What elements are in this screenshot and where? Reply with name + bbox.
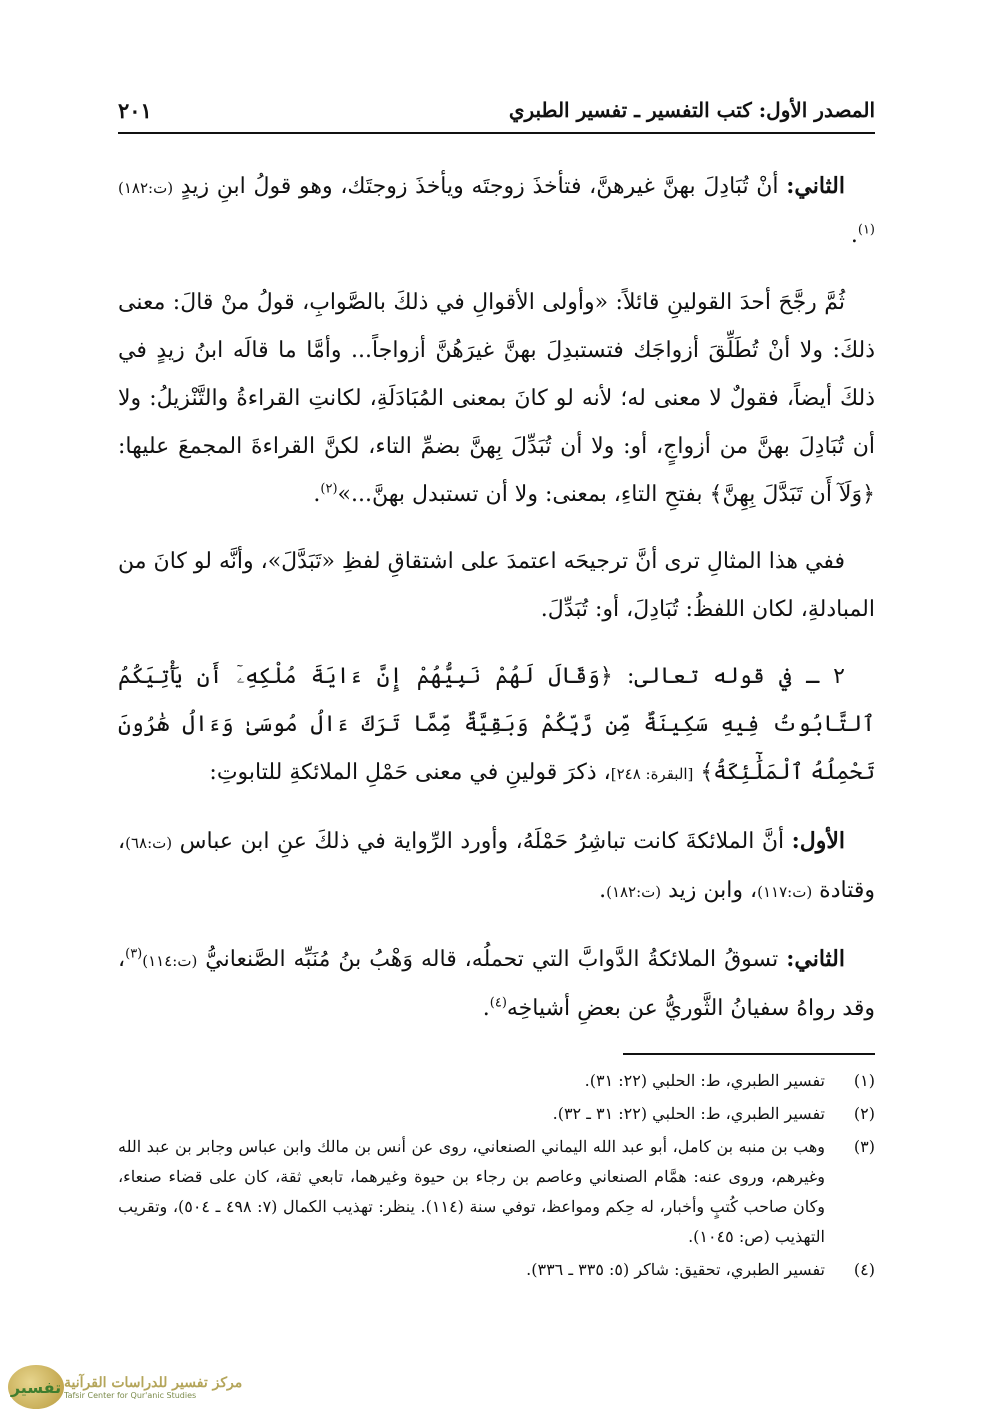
death-date: (ت:١٨٢) xyxy=(118,179,174,197)
footnote-text: تفسير الطبري، ط: الحلبي (٢٢: ٣١). xyxy=(584,1071,825,1090)
paragraph-lead: الثاني: xyxy=(786,946,845,972)
paragraph-text: ، وقتادة xyxy=(118,829,875,903)
death-date: (ت:١٨٢) xyxy=(606,883,662,901)
footnote-ref-1[interactable]: (١) xyxy=(857,222,875,238)
paragraph-lead: الأول: xyxy=(791,828,845,854)
paragraph-second-opinion-2 xyxy=(118,935,875,1033)
paragraph-text: ففي هذا المثالِ ترى أنَّ ترجيحَه اعتمدَ على اشتقاقِ لفظِ «تَبَدَّلَ»، وأنَّه لو كانَ من المبادلةِ، لكان اللفظُ: تُبَادِلَ، أو: تُبَدِّلَ. xyxy=(118,549,875,622)
footnote-ref-3[interactable]: (٣) xyxy=(125,946,143,962)
paragraph-text: ٢ ـ في قوله تعالى: ﴿وَقَالَ لَهُمْ نَبِيُّهُمْ إِنَّ ءَايَةَ مُلْكِهِۦٓ أَن يَأْتِيَكُمُ ٱلتَّابُوتُ فِيهِ سَكِينَةٌ مِّن رَّبِّكُمْ وَبَقِيَّةٌ مِّمَّا تَرَكَ ءَالُ مُوسَىٰ وَءَالُ هَٰرُونَ تَحْمِلُهُ ٱلْمَلَٰٓئِكَةُ﴾ xyxy=(118,664,875,785)
paragraph-end: ، ذكرَ قولينِ في معنى حَمْلِ الملائكةِ للتابوتِ: xyxy=(209,760,611,785)
publisher-logo xyxy=(8,1364,270,1410)
footnote-divider xyxy=(623,1053,875,1055)
surah-citation: [البقرة: ٢٤٨] xyxy=(610,765,694,783)
running-title: المصدر الأول: كتب التفسير ـ تفسير الطبري xyxy=(508,98,875,122)
paragraph-second-example xyxy=(118,653,875,798)
footnote-number: (١) xyxy=(853,1071,875,1090)
logo-text xyxy=(64,1375,242,1400)
death-date: (ت:٦٨) xyxy=(125,834,173,852)
main-text xyxy=(118,162,875,1052)
footnote-item xyxy=(118,1255,875,1285)
page-number: ٢٠١ xyxy=(118,97,152,123)
footnote-number: (٣) xyxy=(853,1137,875,1156)
paragraph-end: . xyxy=(482,996,490,1021)
footnote-ref-4[interactable]: (٤) xyxy=(489,995,507,1011)
paragraph-end: . xyxy=(850,223,858,248)
paragraph-second-opinion xyxy=(118,162,875,260)
logo-arabic-name: مركز تفسير للدراسات القرآنية xyxy=(64,1374,243,1391)
footnote-text: وهب بن منبه بن كامل، أبو عبد الله اليماني الصنعاني، روى عن أنس بن مالك وابن عباس وجابر بن عبد الله وغيرهم، وروى عنه: همَّام الصنعاني وعاصم بن رجاء بن حيوة وغيرهما، تابعي ثقة، كان على قضاء صنعاء، وكان صاحب كُتبٍ وأخبار، له حِكم ومواعظ، توفي سنة (١١٤). ينظر: تهذيب الكمال (٧: ٤٩٨ ـ ٥٠٤)، وتقريب التهذيب (ص: ١٠٤٥). xyxy=(118,1137,826,1246)
paragraph-text: ، وقد رواهُ سفيانُ الثَّوريُّ عن بعضِ أشياخِه xyxy=(118,947,875,1021)
paragraph-text: تسوقُ الملائكةُ الدَّوابَّ التي تحملُه، قاله وَهْبُ بنُ مُنَبِّه الصَّنعانيُّ xyxy=(197,947,787,972)
footnote-number: (٤) xyxy=(853,1260,875,1279)
paragraph-text: ، وابن زيد xyxy=(661,878,758,903)
footnote-text: تفسير الطبري، تحقيق: شاكر (٥: ٣٣٥ ـ ٣٣٦). xyxy=(526,1260,825,1279)
paragraph-example-conclusion xyxy=(118,538,875,634)
running-header xyxy=(118,88,875,134)
death-date: (ت:١١٤) xyxy=(142,952,198,970)
paragraph-end: . xyxy=(599,878,607,903)
paragraph-end: . xyxy=(313,482,321,507)
logo-english-name: Tafsir Center for Qur'anic Studies xyxy=(64,1390,197,1400)
footnotes xyxy=(118,1066,875,1288)
footnote-text: تفسير الطبري، ط: الحلبي (٢٢: ٣١ ـ ٣٢). xyxy=(552,1104,825,1123)
paragraph-first-opinion xyxy=(118,817,875,916)
footnote-ref-2[interactable]: (٢) xyxy=(320,481,338,497)
paragraph-text: أنْ تُبَادِلَ بهنَّ غيرهنَّ، فتأخذَ زوجتَه ويأخذَ زوجتَك، وهو قولُ ابنِ زيدٍ xyxy=(173,174,787,199)
footnote-item xyxy=(118,1099,875,1129)
paragraph-text: أنَّ الملائكةَ كانت تباشِرُ حَمْلَهُ، وأورد الرِّواية في ذلكَ عنِ ابن عباس xyxy=(172,829,792,854)
paragraph-text: ثُمَّ رجَّحَ أحدَ القولينِ قائلاً: «وأولى الأقوالِ في ذلكَ بالصَّوابِ، قولُ منْ قالَ: معنى ذلكَ: ولا أنْ تُطَلِّقَ أزواجَك فتستبدِلَ بهنَّ غيرَهُنَّ أزواجاً... وأمَّا ما قالَه ابنُ زيدٍ في ذلكَ أيضاً، فقولٌ لا معنى له؛ لأنه لو كانَ بمعنى المُبَادَلَةِ، لكانتِ القراءةُ والتَّنْزيلُ: ولا أن تُبَادِلَ بهنَّ من أزواجٍ، أو: ولا أن تُبَدِّلَ بِهنَّ بضمِّ التاء، لكنَّ القراءةَ المجمعَ عليها: ﴿وَلَآ أَن تَبَدَّلَ بِهِنَّ﴾ بفتحِ التاءِ، بمعنى: ولا أن تستبدل بهنَّ...» xyxy=(118,290,875,507)
paragraph-tarjih-quote xyxy=(118,279,875,519)
footnote-item xyxy=(118,1066,875,1096)
footnote-number: (٢) xyxy=(853,1104,875,1123)
paragraph-lead: الثاني: xyxy=(786,173,845,199)
death-date: (ت:١١٧) xyxy=(757,883,813,901)
globe-logo-icon: تفسير xyxy=(8,1365,64,1409)
footnote-item xyxy=(118,1132,875,1252)
